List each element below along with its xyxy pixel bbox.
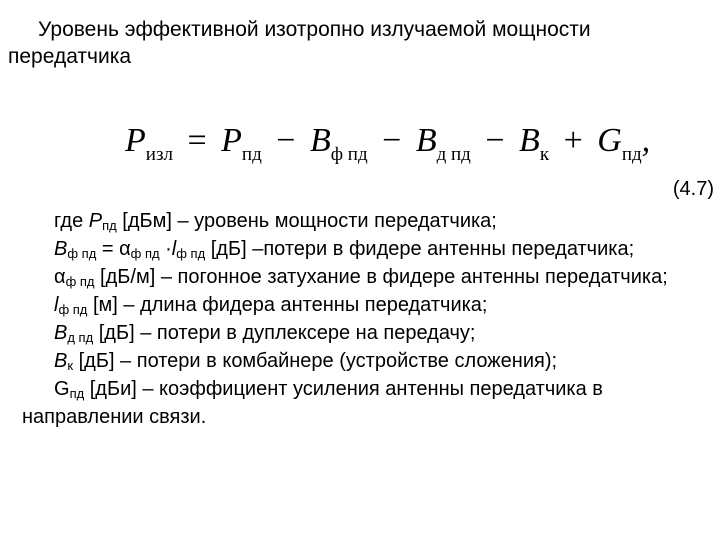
definition-text: [дБ/м] – погонное затухание в фидере антенны передатчика; bbox=[94, 266, 668, 288]
formula-equals: = bbox=[187, 122, 207, 159]
definition-attenuation bbox=[22, 263, 712, 291]
definition-symbol: B bbox=[54, 350, 68, 372]
definition-text: [дБ] –потери в фидере антенны передатчика; bbox=[205, 238, 635, 260]
formula-term-antenna-gain: G bbox=[597, 122, 622, 159]
definitions-list bbox=[22, 207, 712, 431]
formula-minus: − bbox=[276, 122, 296, 159]
definition-symbol: G bbox=[54, 378, 70, 400]
definition-antenna-gain bbox=[22, 375, 712, 431]
formula-term-antenna-gain-subscript: пд bbox=[621, 144, 642, 165]
definition-transmit-power bbox=[22, 207, 712, 235]
definition-equation-part: = α bbox=[96, 238, 131, 260]
definition-dot: · bbox=[159, 238, 172, 260]
definition-text: [дБм] – уровень мощности передатчика; bbox=[116, 210, 497, 232]
eirp-formula bbox=[125, 118, 650, 164]
formula-term-combiner-loss: B bbox=[519, 122, 540, 159]
definition-subscript: пд bbox=[69, 386, 85, 401]
definition-symbol: B bbox=[54, 238, 68, 260]
definition-feeder-loss bbox=[22, 235, 712, 263]
definition-intro: где bbox=[54, 210, 89, 232]
formula-term-duplexer-loss-subscript: д пд bbox=[436, 144, 471, 165]
section-title: Уровень эффективной изотропно излучаемой мощности передатчика bbox=[8, 18, 591, 68]
definition-symbol: P bbox=[88, 210, 103, 232]
formula-lhs-subscript: изл bbox=[145, 144, 173, 165]
definition-symbol: α bbox=[54, 266, 66, 288]
definition-text: [дБ] – потери в дуплексере на передачу; bbox=[93, 322, 476, 344]
definition-text: [дБи] – коэффициент усиления антенны передатчика в направлении связи. bbox=[22, 378, 603, 428]
equation-number: (4.7) bbox=[672, 178, 714, 200]
definition-subscript: ф пд bbox=[65, 274, 95, 289]
definition-subscript: ф пд bbox=[58, 302, 88, 317]
definition-symbol: l bbox=[54, 294, 59, 316]
definition-subscript: ф пд bbox=[67, 246, 97, 261]
formula-term-transmit-power: P bbox=[221, 122, 242, 159]
formula-minus: − bbox=[485, 122, 505, 159]
formula-term-transmit-power-subscript: пд bbox=[241, 144, 262, 165]
formula-term-feeder-loss-subscript: ф пд bbox=[330, 144, 368, 165]
formula-comma: , bbox=[641, 122, 651, 159]
formula-term-combiner-loss-subscript: к bbox=[539, 144, 550, 165]
definition-combiner-loss bbox=[22, 347, 712, 375]
definition-equation-subscript: ф пд bbox=[130, 246, 160, 261]
formula-minus: − bbox=[382, 122, 402, 159]
formula-term-feeder-loss: B bbox=[309, 122, 331, 159]
definition-symbol: B bbox=[54, 322, 68, 344]
definition-symbol-length: l bbox=[171, 238, 177, 260]
definition-duplexer-loss bbox=[22, 319, 712, 347]
formula-plus: + bbox=[563, 122, 583, 159]
definition-text: [дБ] – потери в комбайнере (устройстве сложения); bbox=[73, 350, 558, 372]
formula-lhs: P bbox=[125, 122, 146, 159]
definition-subscript: пд bbox=[102, 218, 117, 233]
definition-subscript: д пд bbox=[67, 330, 94, 345]
definition-length-subscript: ф пд bbox=[176, 246, 206, 261]
definition-subscript: к bbox=[67, 358, 74, 373]
definition-feeder-length bbox=[22, 291, 712, 319]
formula-term-duplexer-loss: B bbox=[415, 122, 437, 159]
definition-text: [м] – длина фидера антенны передатчика; bbox=[87, 294, 488, 316]
